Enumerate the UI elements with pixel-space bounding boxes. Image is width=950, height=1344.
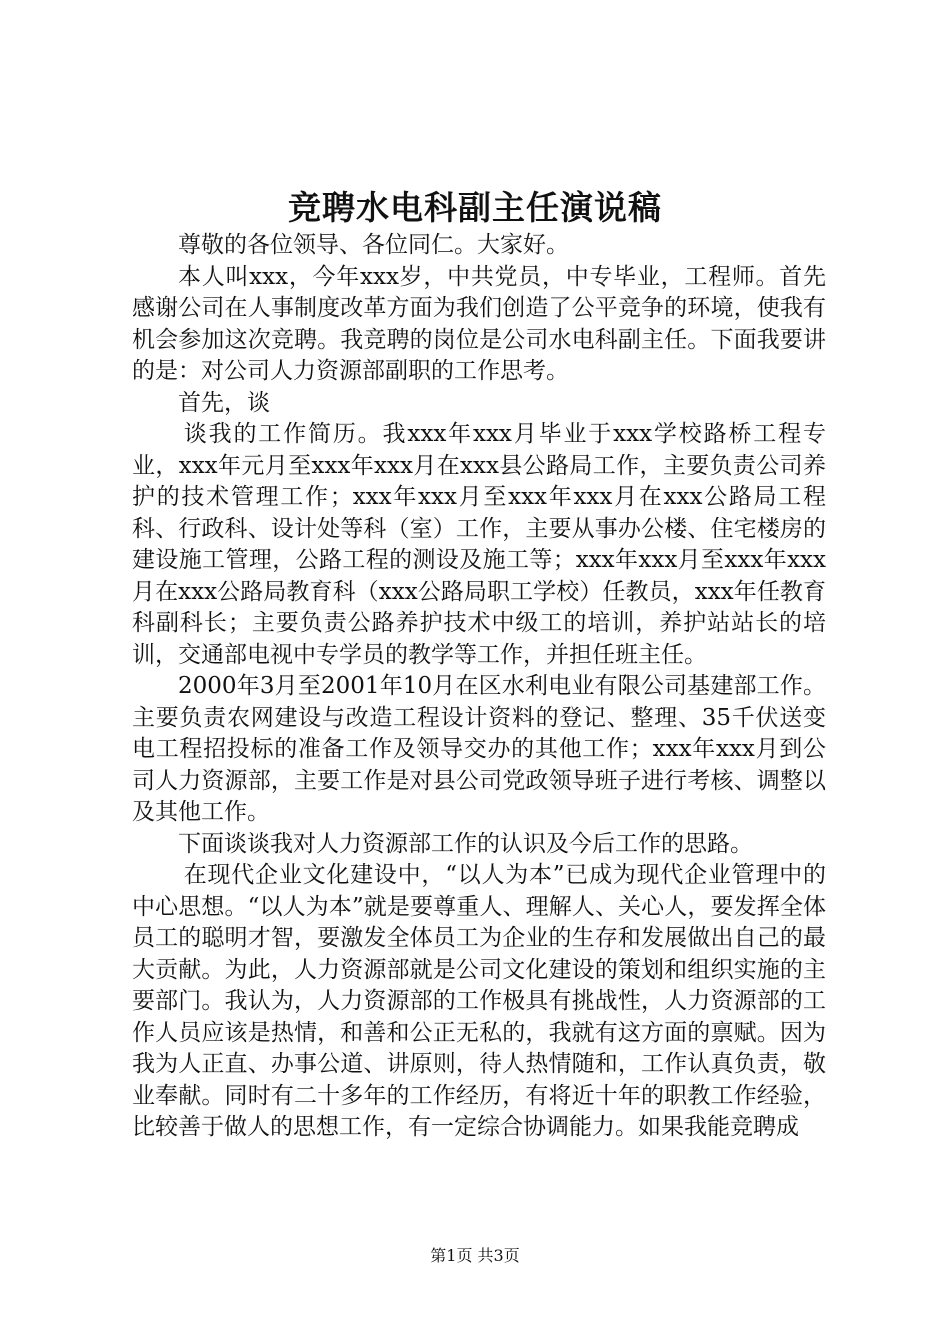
document-title: 竞聘水电科副主任演说稿: [288, 188, 662, 227]
document-body: [132, 230, 826, 1144]
paragraph-greeting: 尊敬的各位领导、各位同仁。大家好。: [178, 232, 569, 258]
paragraph-first: 首先，谈: [178, 389, 270, 416]
page-number-footer: 第1页 共3页: [430, 1246, 520, 1265]
paragraph-work-history: 谈我的工作简历。我xxx年xxx月毕业于xxx学校路桥工程专业，xxx年元月至xxx年xxx月在xxx县公路局工作，主要负责公司养护的技术管理工作；xxx年xxx月至xxx年xxx月在xxx公路局工程科、行政科、设计处等科（室）工作，主要从事办公楼、住宅楼房的建设施工管理，公路工程的测设及施工等；xxx年xxx月至xxx年xxx月在xxx公路局教育科（xxx公路局职工学校）任教员，xxx年任教育科副科长；主要负责公路养护技术中级工的培训，养护站站长的培训，交通部电视中专学员的教学等工作，并担任班主任。: [132, 421, 826, 668]
paragraph-understanding-intro: 下面谈谈我对人力资源部工作的认识及今后工作的思路。: [178, 830, 753, 857]
paragraph-people-oriented: 在现代企业文化建设中，“以人为本”已成为现代企业管理中的中心思想。“以人为本”就是要尊重人、理解人、关心人，要发挥全体员工的聪明才智，要激发全体员工为企业的生存和发展做出自己的最大贡献。为此，人力资源部就是公司文化建设的策划和组织实施的主要部门。我认为，人力资源部的工作极具有挑战性，人力资源部的工作人员应该是热情，和善和公正无私的，我就有这方面的禀赋。因为我为人正直、办事公道、讲原则，待人热情随和，工作认真负责，敬业奉献。同时有二十多年的工作经历，有将近十年的职教工作经验，比较善于做人的思想工作，有一定综合协调能力。如果我能竞聘成: [132, 862, 826, 1140]
paragraph-work-history-2000: 2000年3月至2001年10月在区水利电业有限公司基建部工作。主要负责农网建设与改造工程设计资料的登记、整理、35千伏送变电工程招投标的准备工作及领导交办的其他工作；xxx年xxx月到公司人力资源部，主要工作是对县公司党政领导班子进行考核、调整以及其他工作。: [132, 673, 826, 825]
paragraph-introduction: 本人叫xxx，今年xxx岁，中共党员，中专毕业，工程师。首先感谢公司在人事制度改革方面为我们创造了公平竞争的环境，使我有机会参加这次竞聘。我竞聘的岗位是公司水电科副主任。下面我要讲的是：对公司人力资源部副职的工作思考。: [132, 263, 826, 384]
